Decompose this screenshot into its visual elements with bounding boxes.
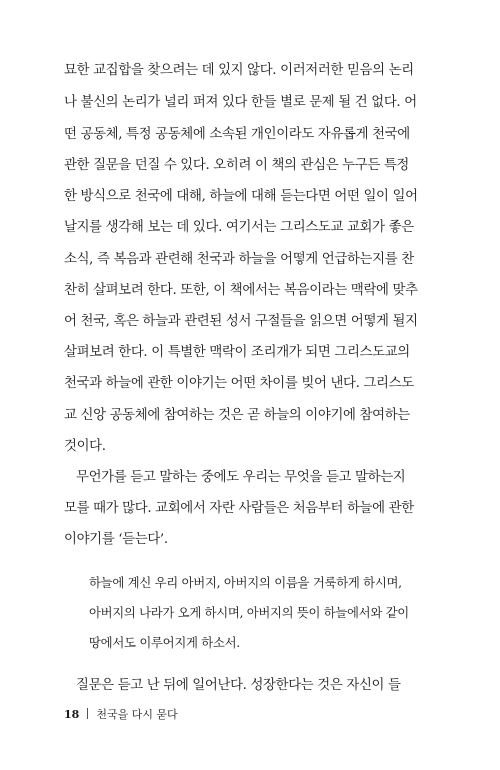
page-number: 18 xyxy=(64,708,80,721)
running-title: 천국을 다시 묻다 xyxy=(96,708,178,721)
text-line: 묘한 교집합을 찾으려는 데 있지 않다. 이러저러한 믿음의 논리 xyxy=(64,63,414,78)
text-line: 교 신앙 공동체에 참여하는 것은 곧 하늘의 이야기에 참여하는 xyxy=(64,408,410,423)
text-line: 날지를 생각해 보는 데 있다. 여기서는 그리스도교 교회가 좋은 xyxy=(64,220,414,235)
text-line: 떤 공동체, 특정 공동체에 소속된 개인이라도 자유롭게 천국에 xyxy=(64,127,410,142)
text-line: 질문은 듣고 난 뒤에 일어난다. 성장한다는 것은 자신이 들 xyxy=(76,678,401,693)
text-line: 천국과 하늘에 관한 이야기는 어떤 차이를 빚어 낸다. 그리스도 xyxy=(64,376,414,391)
text-line: 어 천국, 혹은 하늘과 관련된 성서 구절들을 읽으면 어떻게 될지 xyxy=(64,314,418,329)
text-line: 한 방식으로 천국에 대해, 하늘에 대해 듣는다면 어떤 일이 일어 xyxy=(64,189,418,204)
text-line: 이야기를 ‘듣는다’. xyxy=(64,532,168,547)
text-line: 나 불신의 논리가 널리 퍼져 있다 한들 별로 문제 될 건 없다. 어 xyxy=(64,95,417,110)
text-line: 관한 질문을 던질 수 있다. 오히려 이 책의 관심은 누구든 특정 xyxy=(64,158,410,173)
page-footer xyxy=(64,708,178,722)
text-line: 것이다. xyxy=(64,439,106,454)
text-line: 무언가를 듣고 말하는 중에도 우리는 무엇을 듣고 말하는지 xyxy=(76,470,406,485)
footer-divider xyxy=(87,708,88,719)
quote-line: 아버지의 나라가 오게 하시며, 아버지의 뜻이 하늘에서와 같이 xyxy=(89,605,409,620)
text-line: 모를 때가 많다. 교회에서 자란 사람들은 처음부터 하늘에 관한 xyxy=(64,501,414,516)
text-line: 찬히 살펴보려 한다. 또한, 이 책에서는 복음이라는 맥락에 맞추 xyxy=(64,283,418,298)
quote-line: 하늘에 계신 우리 아버지, 아버지의 이름을 거룩하게 하시며, xyxy=(89,575,402,590)
quote-line: 땅에서도 이루어지게 하소서. xyxy=(89,635,240,650)
text-line: 소식, 즉 복음과 관련해 천국과 하늘을 어떻게 언급하는지를 찬 xyxy=(64,252,414,267)
text-line: 살펴보려 한다. 이 특별한 맥락이 조리개가 되면 그리스도교의 xyxy=(64,345,410,360)
